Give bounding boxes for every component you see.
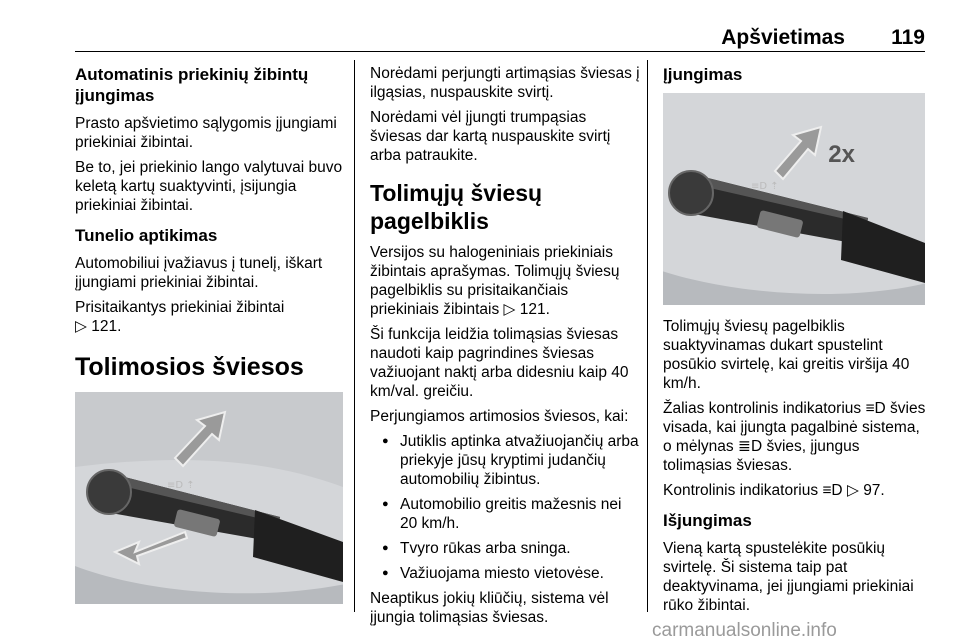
- list-item: ● Jutiklis aptinka atvažiuojančių arba priekyje jūsų kryptimi judančių automobilių žibintus.: [370, 432, 640, 489]
- section-title: Tolimosios šviesos: [75, 353, 304, 381]
- list-item: ● Automobilio greitis mažesnis nei 20 km/h.: [370, 495, 640, 533]
- paragraph: Norėdami vėl įjungti trumpąsias šviesas dar kartą nuspauskite svirtį arba patraukite.: [370, 109, 611, 164]
- paragraph: Ši funkcija leidžia tolimąsias šviesas naudoti kaip pagrindines šviesas važiuojant naktį arba didesniu kaip 40 km/val. greičiu.: [370, 326, 629, 400]
- paragraph: Norėdami perjungti artimąsias šviesas į ilgąsias, nuspauskite svirtį.: [370, 65, 640, 101]
- svg-text:≡D ⇡: ≡D ⇡: [751, 181, 779, 192]
- paragraph: Perjungiamos artimosios šviesos, kai:: [370, 408, 629, 425]
- column-divider: [647, 60, 648, 612]
- paragraph: Prisitaikantys priekiniai žibintai ▷ 121.: [75, 299, 285, 335]
- paragraph: Versijos su halogeniniais priekiniais žibintais aprašymas. Tolimųjų šviesų pagelbiklis su prisitaikančiais priekiniais žibintais ▷ 121.: [370, 244, 620, 318]
- paragraph: Kontrolinis indikatorius ≡D ▷ 97.: [663, 482, 885, 499]
- stalk-illustration-2x: [663, 93, 925, 305]
- paragraph: Automobiliui įvažiavus į tunelį, iškart įjungiami priekiniai žibintai.: [75, 255, 323, 291]
- page-ref-icon: ▷: [503, 301, 516, 318]
- section-title: Tolimųjų šviesų pagelbiklis: [370, 180, 543, 234]
- stalk-illustration: [75, 392, 343, 604]
- list-item: ● Tvyro rūkas arba sninga.: [370, 539, 640, 558]
- page-ref-icon: ▷: [846, 482, 859, 499]
- section-heading: Išjungimas: [663, 511, 752, 530]
- turn-signal-lever-icon: [75, 392, 343, 604]
- paragraph: Tolimųjų šviesų pagelbiklis suaktyvinamas dukart spustelint posūkio svirtelę, kai greitis viršija 40 km/h.: [663, 318, 910, 392]
- section-heading: Įjungimas: [663, 65, 743, 84]
- high-beam-assist-icon: ≡D: [865, 400, 886, 417]
- column-right: [663, 64, 931, 621]
- paragraph: Neaptikus jokių kliūčių, sistema vėl įjungia tolimąsias šviesas.: [370, 590, 609, 626]
- high-beam-assist-icon: ≡D: [822, 482, 843, 499]
- paragraph: Prasto apšvietimo sąlygomis įjungiami priekiniai žibintai.: [75, 115, 337, 151]
- column-middle: [370, 64, 640, 633]
- page-header: [75, 22, 925, 52]
- high-beam-icon: ≣D: [737, 438, 763, 455]
- paragraph: Žalias kontrolinis indikatorius ≡D švies visada, kai įjungta pagalbinė sistema, o mėlynas ≣D švies, įjungus tolimąsias šviesas.: [663, 400, 926, 474]
- page-number: 119: [891, 26, 925, 49]
- paragraph: Vieną kartą spustelėkite posūkių svirtelę. Ši sistema taip pat deaktyvinama, jei įjungiami priekiniai rūko žibintai.: [663, 540, 914, 614]
- svg-text:≡D ⇡: ≡D ⇡: [167, 480, 195, 491]
- section-heading: Automatinis priekinių žibintų įjungimas: [75, 65, 309, 105]
- list-item: ● Važiuojama miesto vietovėse.: [370, 564, 640, 583]
- turn-signal-lever-icon: [663, 93, 925, 305]
- page-ref-icon: ▷: [75, 318, 87, 335]
- double-press-label: 2x: [828, 141, 855, 168]
- watermark: carmanualsonline.info: [652, 620, 837, 641]
- section-heading: Tunelio aptikimas: [75, 226, 218, 245]
- paragraph: Be to, jei priekinio lango valytuvai buvo keletą kartų suaktyvinti, įsijungia priekiniai žibintai.: [75, 159, 343, 214]
- bullet-list: [370, 432, 640, 583]
- column-divider: [354, 60, 355, 612]
- column-left: [75, 64, 343, 604]
- chapter-title: Apšvietimas: [721, 26, 845, 49]
